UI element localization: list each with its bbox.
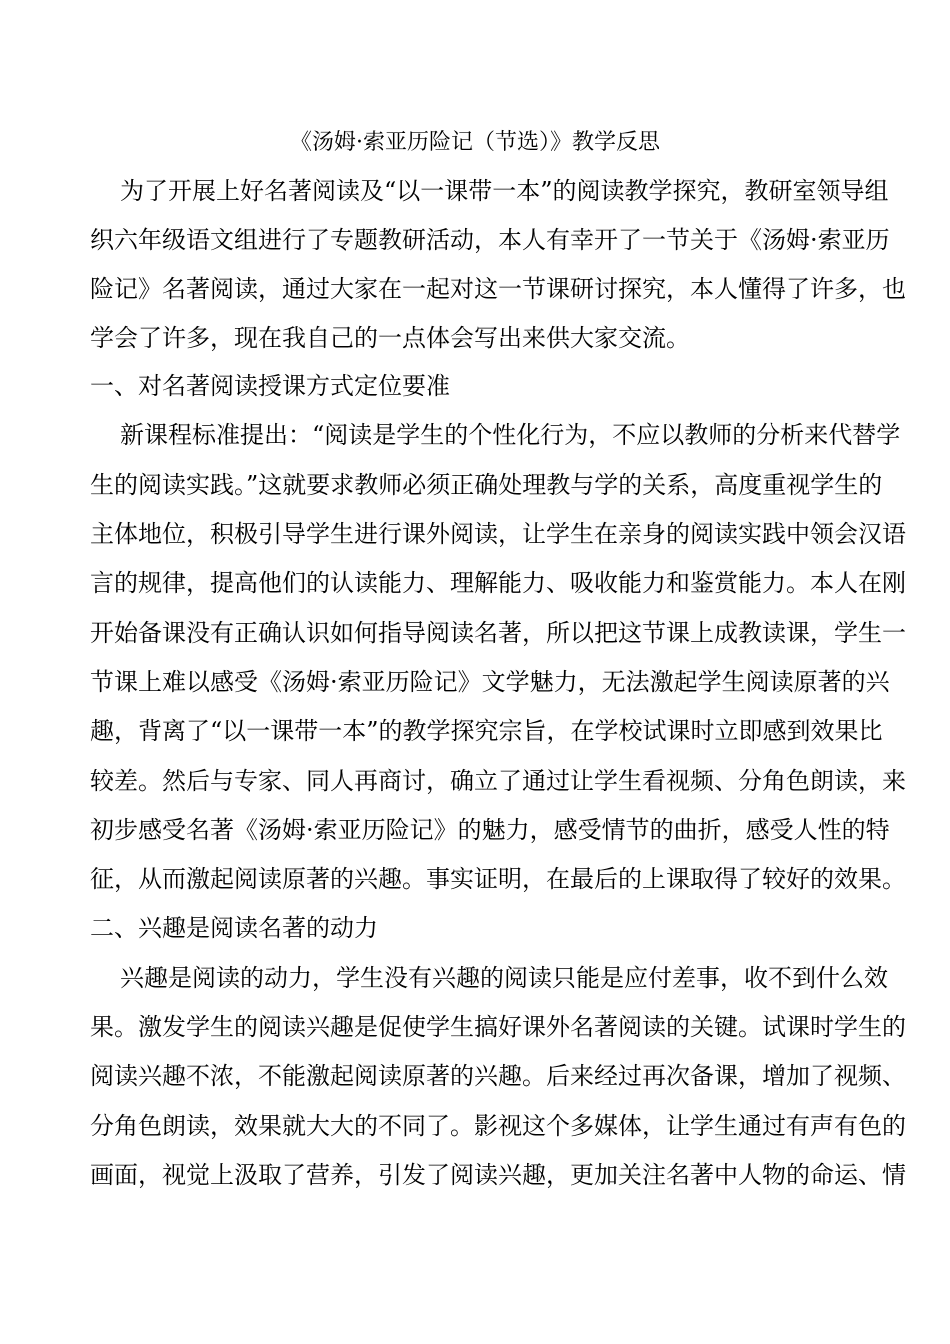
section-heading: 一、对名著阅读授课方式定位要准 <box>90 372 450 400</box>
paragraph-line: 趣，背离了“以一课带一本”的教学探究宗旨，在学校试课时立即感到效果比 <box>90 717 883 745</box>
paragraph-line: 画面，视觉上汲取了营养，引发了阅读兴趣，更加关注名著中人物的命运、情 <box>90 1161 906 1189</box>
section-heading: 二、兴趣是阅读名著的动力 <box>90 914 378 942</box>
paragraph-line: 主体地位，积极引导学生进行课外阅读，让学生在亲身的阅读实践中领会汉语 <box>90 520 906 548</box>
document-title: 《汤姆·索亚历险记（节选）》教学反思 <box>290 130 660 155</box>
paragraph-line: 言的规律，提高他们的认读能力、理解能力、吸收能力和鉴赏能力。本人在刚 <box>90 569 906 597</box>
paragraph-line: 征，从而激起阅读原著的兴趣。事实证明，在最后的上课取得了较好的效果。 <box>90 865 906 893</box>
paragraph-line: 织六年级语文组进行了专题教研活动，本人有幸开了一节关于《汤姆·索亚历 <box>90 226 890 254</box>
paragraph-line: 果。激发学生的阅读兴趣是促使学生搞好课外名著阅读的关键。试课时学生的 <box>90 1013 906 1041</box>
paragraph-line: 兴趣是阅读的动力，学生没有兴趣的阅读只能是应付差事，收不到什么效 <box>120 964 888 992</box>
paragraph-line: 较差。然后与专家、同人再商讨，确立了通过让学生看视频、分角色朗读，来 <box>90 767 906 795</box>
paragraph-line: 险记》名著阅读，通过大家在一起对这一节课研讨探究，本人懂得了许多，也 <box>90 275 906 303</box>
paragraph-line: 初步感受名著《汤姆·索亚历险记》的魅力，感受情节的曲折，感受人性的特 <box>90 816 890 844</box>
paragraph-line: 学会了许多，现在我自己的一点体会写出来供大家交流。 <box>90 324 690 352</box>
paragraph-line: 生的阅读实践。”这就要求教师必须正确处理教与学的关系，高度重视学生的 <box>90 471 883 499</box>
paragraph-line: 为了开展上好名著阅读及“以一课带一本”的阅读教学探究，教研室领导组 <box>120 177 889 205</box>
paragraph-line: 阅读兴趣不浓，不能激起阅读原著的兴趣。后来经过再次备课，增加了视频、 <box>90 1062 906 1090</box>
paragraph-line: 新课程标准提出：“阅读是学生的个性化行为，不应以教师的分析来代替学 <box>120 421 901 449</box>
paragraph-line: 分角色朗读，效果就大大的不同了。影视这个多媒体，让学生通过有声有色的 <box>90 1112 906 1140</box>
paragraph-line: 节课上难以感受《汤姆·索亚历险记》文学魅力，无法激起学生阅读原著的兴 <box>90 668 890 696</box>
paragraph-line: 开始备课没有正确认识如何指导阅读名著，所以把这节课上成教读课，学生一 <box>90 619 906 647</box>
